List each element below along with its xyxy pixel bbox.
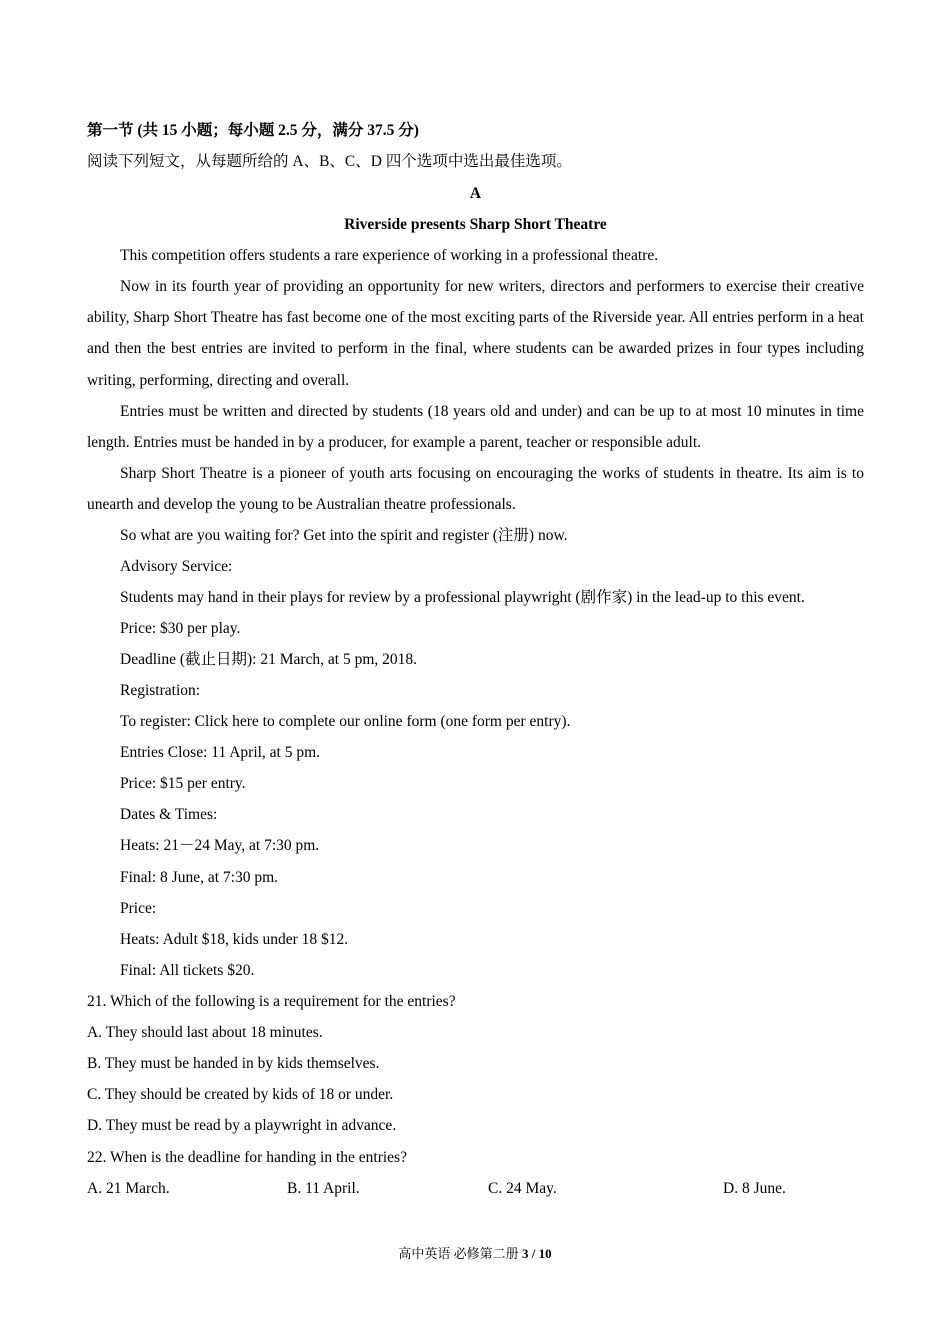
ticket-price-heading: Price: <box>120 900 157 917</box>
footer-separator: / <box>528 1246 539 1261</box>
section-instruction: 阅读下列短文，从每题所给的 A、B、C、D 四个选项中选出最佳选项。 <box>87 153 572 170</box>
advisory-heading: Advisory Service: <box>120 558 233 575</box>
footer-page-number: 3 <box>521 1246 529 1261</box>
page-footer <box>0 1245 950 1263</box>
question-22-option-b: B. 11 April. <box>287 1180 360 1197</box>
registration-heading: Registration: <box>120 682 201 699</box>
passage-letter: A <box>469 185 482 202</box>
question-22-option-c: C. 24 May. <box>488 1180 557 1197</box>
question-21-option-c: C. They should be created by kids of 18 or under. <box>87 1086 394 1103</box>
final-price: Final: All tickets $20. <box>120 962 255 979</box>
register-call: So what are you waiting for? Get into the spirit and register (注册) now. <box>120 527 568 544</box>
dates-heading: Dates & Times: <box>120 806 218 823</box>
section-heading: 第一节 (共 15 小题；每小题 2.5 分，满分 37.5 分) <box>87 122 419 139</box>
passage-paragraph-1: Now in its fourth year of providing an opportunity for new writers, directors and performers to exercise their creative ability, Sharp Short Theatre has fast become one of the most exciting parts of the Riverside year. All entries perform in a heat and then the best entries are invited to perform in the final, where students can be awarded prizes in four types including writing, performing, directing and overall. <box>87 278 864 389</box>
footer-text: 高中英语 必修第二册 <box>398 1246 522 1261</box>
question-22-stem: 22. When is the deadline for handing in the entries? <box>87 1149 407 1166</box>
final-date: Final: 8 June, at 7:30 pm. <box>120 869 279 886</box>
entries-close: Entries Close: 11 April, at 5 pm. <box>120 744 321 761</box>
question-22-option-a: A. 21 March. <box>87 1180 170 1197</box>
passage-paragraph-3: Sharp Short Theatre is a pioneer of youth arts focusing on encouraging the works of students in theatre. Its aim is to unearth and develop the young to be Australian theatre professionals. <box>87 465 864 514</box>
heats-price: Heats: Adult $18, kids under 18 $12. <box>120 931 349 948</box>
advisory-deadline: Deadline (截止日期): 21 March, at 5 pm, 2018. <box>120 651 418 668</box>
advisory-text: Students may hand in their plays for review by a professional playwright (剧作家) in the lead‐up to this event. <box>120 589 805 606</box>
footer-total-pages: 10 <box>538 1246 552 1261</box>
question-21-option-a: A. They should last about 18 minutes. <box>87 1024 323 1041</box>
advisory-price: Price: $30 per play. <box>120 620 241 637</box>
heats-date: Heats: 21－24 May, at 7:30 pm. <box>120 837 320 854</box>
registration-price: Price: $15 per entry. <box>120 775 246 792</box>
passage-paragraph-2: Entries must be written and directed by students (18 years old and under) and can be up to at most 10 minutes in time length. Entries must be handed in by a producer, for example a parent, teacher or responsible adult. <box>87 403 864 452</box>
question-22-option-d: D. 8 June. <box>723 1180 786 1197</box>
passage-title: Riverside presents Sharp Short Theatre <box>344 216 607 233</box>
question-21-option-b: B. They must be handed in by kids themselves. <box>87 1055 380 1072</box>
passage-intro: This competition offers students a rare experience of working in a professional theatre. <box>120 247 659 264</box>
question-21-stem: 21. Which of the following is a requirement for the entries? <box>87 993 456 1010</box>
question-21-option-d: D. They must be read by a playwright in advance. <box>87 1117 397 1134</box>
registration-text: To register: Click here to complete our online form (one form per entry). <box>120 713 571 730</box>
